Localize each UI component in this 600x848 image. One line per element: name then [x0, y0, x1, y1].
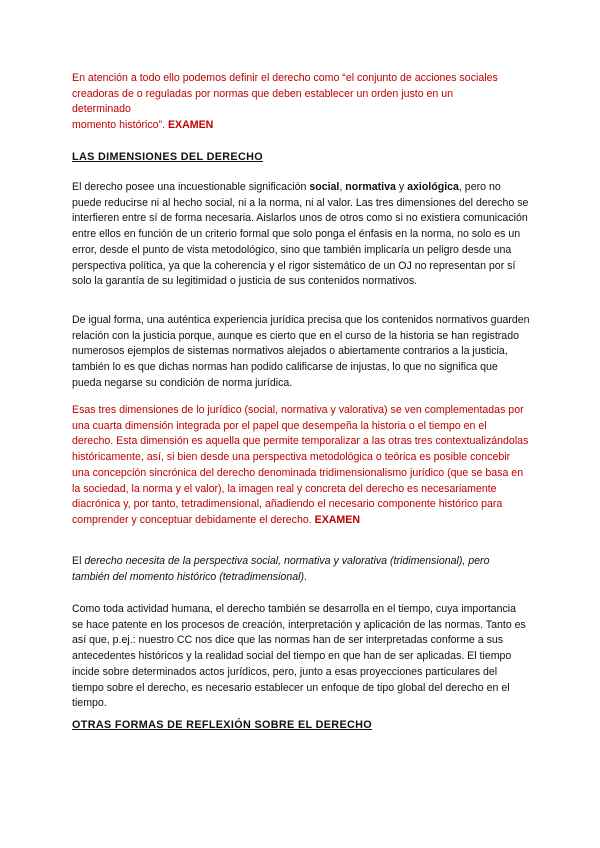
- section-heading-otras-formas: OTRAS FORMAS DE REFLEXIÓN SOBRE EL DERECHO: [72, 719, 373, 731]
- paragraph-justicia: De igual forma, una auténtica experiencia jurídica precisa que los contenidos normativos guarden relación con la justicia porque, aunque es cierto que en el curso de la historia se han registrado numerosos ejemplos de sistemas normativos alejados o abiertamente contrarios a la justicia, también lo es que dichas normas han podido calificarse de injustas, lo que no significa que pueda negarse su condición de norma jurídica.: [72, 314, 530, 389]
- section-heading-dimensiones: LAS DIMENSIONES DEL DERECHO: [72, 151, 264, 163]
- term-social: social: [309, 181, 340, 193]
- paragraph-cuarta-dimension: [72, 403, 530, 529]
- definition-paragraph: [72, 71, 530, 134]
- exam-label: EXAMEN: [314, 513, 360, 526]
- definition-line-4: [72, 118, 530, 134]
- paragraph-dimensions-start: El derecho posee una incuestionable significación: [72, 181, 310, 193]
- paragraph-dimensions: [72, 180, 530, 290]
- paragraph-dimensions-rest: , pero no puede reducirse ni al hecho social, ni a la norma, ni al valor. Las tres dimensiones del derecho se interfieren entre sí de forma necesaria. Aislarlos unos de otros como si no existiera comunicación entre ellos en función de un criterio formal que solo ponga el énfasis en la norma, no solo es un error, desde el punto de vista metodológico, sino que también implicaría un peligro desde una perspectiva política, ya que la coherencia y el rigor sistemático de un OJ no representan por sí solo la garantía de su legitimidad o justicia de sus contenidos normativos.: [72, 181, 529, 288]
- sep-2: y: [395, 181, 408, 193]
- paragraph-tetradimensional-italic: derecho necesita de la perspectiva social, normativa y valorativa (tridimensional), pero también del momento histórico (tetradimensional): [72, 555, 490, 583]
- sep-1: ,: [339, 181, 346, 193]
- definition-line-2: creadoras de o reguladas por normas que deben establecer un orden justo en un: [72, 87, 454, 100]
- term-normativa: normativa: [345, 181, 396, 193]
- paragraph-tetradimensional: [72, 554, 530, 585]
- definition-line-3: determinado: [72, 103, 131, 116]
- paragraph-tiempo: Como toda actividad humana, el derecho también se desarrolla en el tiempo, cuya importancia se hace patente en los procesos de creación, interpretación y aplicación de las normas. Tanto es así que, p.ej.: nuestro CC nos dice que las normas han de ser interpretadas conforme a sus antecedentes históricos y la realidad social del tiempo en que han de ser aplicadas. El tiempo incide sobre determinados actos jurídicos, pero, junto a esas proyecciones particulares del tiempo sobre el derecho, es necesario establecer un enfoque de tipo global del derecho en el tiempo.: [72, 603, 526, 710]
- paragraph-tetradimensional-end: .: [304, 570, 307, 583]
- term-axiologica: axiológica: [407, 181, 459, 193]
- definition-line-4-text: momento histórico”.: [72, 119, 166, 132]
- paragraph-cuarta-dimension-text: Esas tres dimensiones de lo jurídico (social, normativa y valorativa) se ven complementadas por una cuarta dimensión integrada por el papel que desempeña la historia o el tiempo en el derecho. Esta dimensión es aquella que permite temporalizar a las otras tres contextualizándolas históricamente, así, si bien desde una perspectiva metodológica o teórica es posible concebir una concepción sincrónica del derecho denominada tridimensionalismo jurídico (que se basa en la sociedad, la norma y el valor), la imagen real y concreta del derecho es necesariamente diacrónica y, por tanto, tetradimensional, añadiendo el necesario componente histórico para comprender y conceptuar debidamente el derecho.: [72, 404, 529, 526]
- paragraph-tetradimensional-start: El: [72, 555, 82, 567]
- exam-label: EXAMEN: [167, 119, 214, 132]
- definition-line-1: En atención a todo ello podemos definir el derecho como “el conjunto de acciones sociales: [72, 72, 498, 84]
